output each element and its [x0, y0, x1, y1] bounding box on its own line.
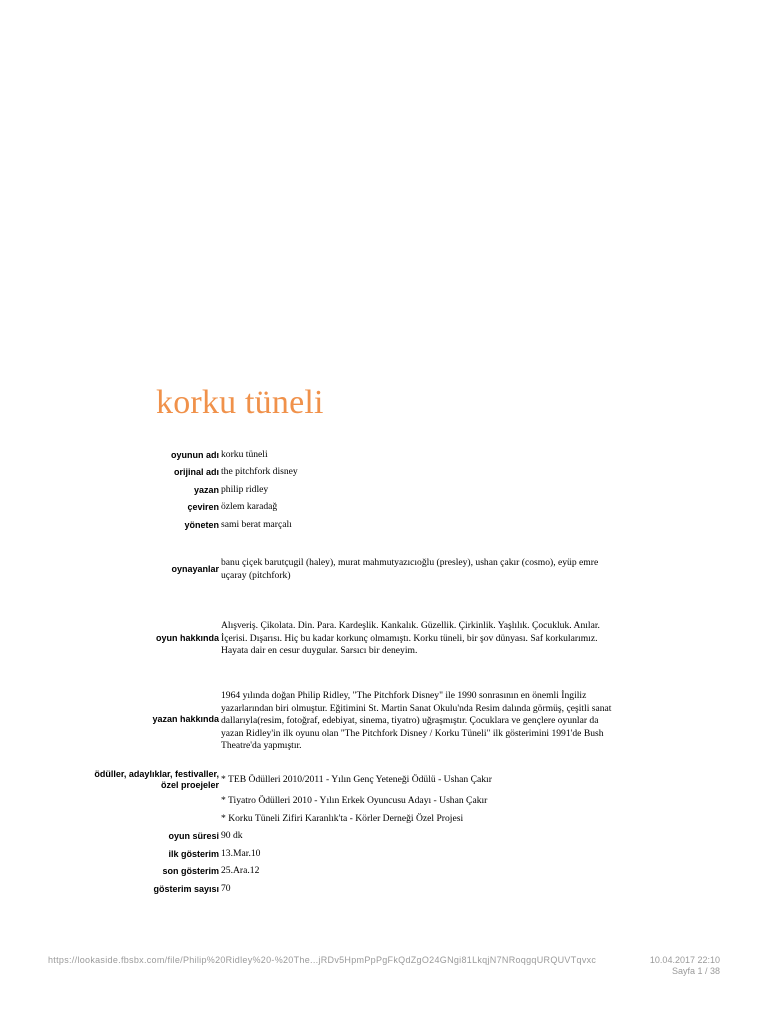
- value-oyun-suresi: 90 dk: [221, 830, 243, 841]
- value-orijinal-adi: the pitchfork disney: [221, 466, 298, 477]
- value-ceviren: özlem karadağ: [221, 501, 278, 512]
- label-gosterim-sayisi: gösterim sayısı: [153, 884, 219, 894]
- label-oduller-line2: özel proejeler: [160, 780, 219, 790]
- value-yazan: philip ridley: [221, 484, 269, 495]
- value-yazan-hakkinda: 1964 yılında doğan Philip Ridley, "The Pitchfork Disney" ile 1990 sonrasının en önemli İngiliz yazarlarından biri olmuştur. Eğitimini St. Martin Sanat Okulu'nda Resim dalında görmüş, çeşitli sanat dallarıyla(resim, fotoğraf, edebiyat, sinema, tiyatro) uğraşmıştır. Çocuklara ve gençlere oyunlar da yazan Ridley'in ilk oyunu olan "The Pitchfork Disney / Korku Tüneli" ilk gösterimini 1991'de Bush Theatre'da yapmıştır.: [221, 690, 612, 751]
- label-orijinal-adi: orijinal adı: [173, 467, 219, 477]
- value-oyun-hakkinda: Alışveriş. Çikolata. Din. Para. Kardeşlik. Kankalık. Güzellik. Çirkinlik. Yaşlılık. Çocukluk. Anılar. İçerisi. Dışarısı. Hiç bu kadar korkunç olmamıştı. Korku tüneli, bir şov dünyası. Saf korkularımız. Hayata dair en cesur duygular. Sarsıcı bir deneyim.: [221, 620, 600, 656]
- award-item: * TEB Ödülleri 2010/2011 - Yılın Genç Yeteneği Ödülü - Ushan Çakır: [221, 774, 492, 785]
- award-item: * Tiyatro Ödülleri 2010 - Yılın Erkek Oyuncusu Adayı - Ushan Çakır: [221, 795, 488, 806]
- label-oyun-suresi: oyun süresi: [168, 831, 219, 841]
- footer-page-number: Sayfa 1 / 38: [671, 966, 720, 976]
- value-oynayanlar: banu çiçek barutçugil (haley), murat mahmutyazıcıoğlu (presley), ushan çakır (cosmo), eyüp emre uçaray (pitchfork): [221, 557, 599, 581]
- label-son-gosterim: son gösterim: [162, 866, 219, 876]
- label-yoneten: yöneten: [184, 520, 219, 530]
- award-item: * Korku Tüneli Zifiri Karanlık'ta - Körler Derneği Özel Projesi: [221, 813, 464, 824]
- label-yazan-hakkinda: yazan hakkında: [152, 714, 219, 724]
- value-yoneten: sami berat marçalı: [221, 519, 292, 530]
- label-oyun-hakkinda: oyun hakkında: [155, 633, 219, 643]
- value-oyunun-adi: korku tüneli: [221, 449, 268, 460]
- footer-timestamp: 10.04.2017 22:10: [649, 955, 720, 965]
- value-ilk-gosterim: 13.Mar.10: [221, 848, 261, 859]
- label-oynayanlar: oynayanlar: [171, 564, 219, 574]
- page-title: korku tüneli: [156, 384, 324, 421]
- label-oyunun-adi: oyunun adı: [171, 450, 219, 460]
- value-son-gosterim: 25.Ara.12: [221, 865, 260, 876]
- footer-source-url: https://lookaside.fbsbx.com/file/Philip%20Ridley%20-%20The...jRDv5HpmPpPgFkQdZgO24GNgi81LkqjN7NRoqgqURQUVTqvxc: [48, 955, 597, 965]
- label-oduller-line1: ödüller, adaylıklar, festivaller,: [94, 769, 219, 779]
- label-ilk-gosterim: ilk gösterim: [168, 849, 219, 859]
- value-gosterim-sayisi: 70: [221, 883, 231, 894]
- label-yazan: yazan: [193, 485, 219, 495]
- label-ceviren: çeviren: [187, 502, 219, 512]
- label-oduller: [0, 769, 219, 791]
